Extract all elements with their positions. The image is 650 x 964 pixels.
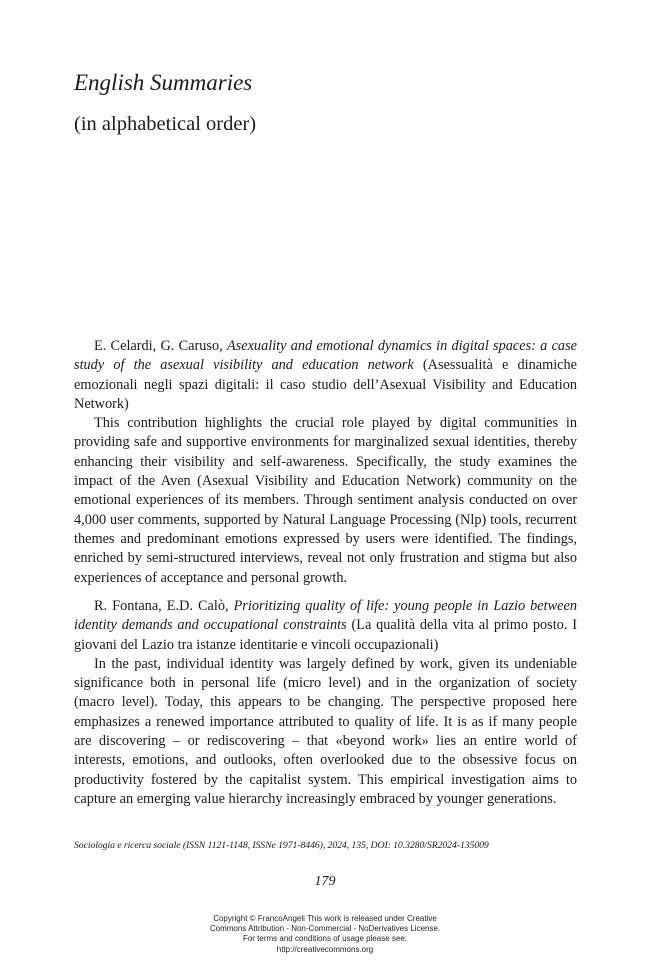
license-line: Copyright © FrancoAngeli This work is released under Creative (213, 914, 437, 923)
page-subtitle: (in alphabetical order) (74, 113, 257, 135)
article-abstract: This contribution highlights the crucial role played by digital communities in providing safe and supportive environments for marginalized sexual identities, thereby enhancing their visibility and self-awareness. Specifically, the study examines the impact of the Aven (Asexual Visibility and Education Network) community on the emotional experiences of its members. Through sentiment analysis conducted on over 4,000 user comments, supported by Natural Language Processing (Nlp) tools, recurrent themes and predominant emotions expressed by users were identified. The findings, enriched by semi-structured interviews, reveal not only frustration and stigma but also experiences of acceptance and personal growth. (74, 415, 577, 586)
license-line: For terms and conditions of usage please see: (242, 934, 408, 944)
article-heading (74, 597, 577, 655)
article-original-title: (Asessualità e dinamiche emozionali negli spazi digitali: il caso studio dell’Asexual Visibility and Education Network) (74, 357, 578, 412)
article-heading (74, 337, 577, 414)
journal-citation: Sociologia e ricerca sociale (ISSN 1121-1148, ISSNe 1971-8446), 2024, 135, DOI: 10.3280/SR2024-135009 (74, 840, 489, 851)
article-summary-fontana (74, 597, 577, 809)
article-authors: R. Fontana, E.D. Calò, (94, 598, 229, 614)
license-link[interactable]: http://creativecommons.org (276, 944, 374, 954)
license-line: Commons Attribution - Non-Commercial - NoDerivatives License. (209, 924, 441, 934)
article-title: Asexuality and emotional dynamics in digital spaces: a case study of the asexual visibility and education network (74, 338, 577, 374)
page-title: English Summaries (74, 70, 253, 95)
article-title: Prioritizing quality of life: young people in Lazio between identity demands and occupational constraints (74, 598, 577, 634)
article-summary-celardi (74, 337, 577, 588)
article-original-title: (La qualità della vita al primo posto. I giovani del Lazio tra istanze identitarie e vincoli occupazionali) (74, 617, 577, 653)
article-authors: E. Celardi, G. Caruso, (94, 338, 223, 354)
page-number: 179 (314, 874, 336, 889)
license-notice (0, 914, 650, 955)
article-abstract: In the past, individual identity was largely defined by work, given its undeniable significance both in personal life (micro level) and in the organization of society (macro level). Today, this appears to be changing. The perspective proposed here emphasizes a renewed importance attributed to quality of life. It is as if many people are discovering – or rediscovering – that «beyond work» lies an entire world of interests, emotions, and outlooks, often overlooked due to the obsessive focus on productivity fostered by the capitalist system. This empirical investigation aims to capture an emerging value hierarchy increasingly embraced by younger generations. (74, 655, 577, 807)
